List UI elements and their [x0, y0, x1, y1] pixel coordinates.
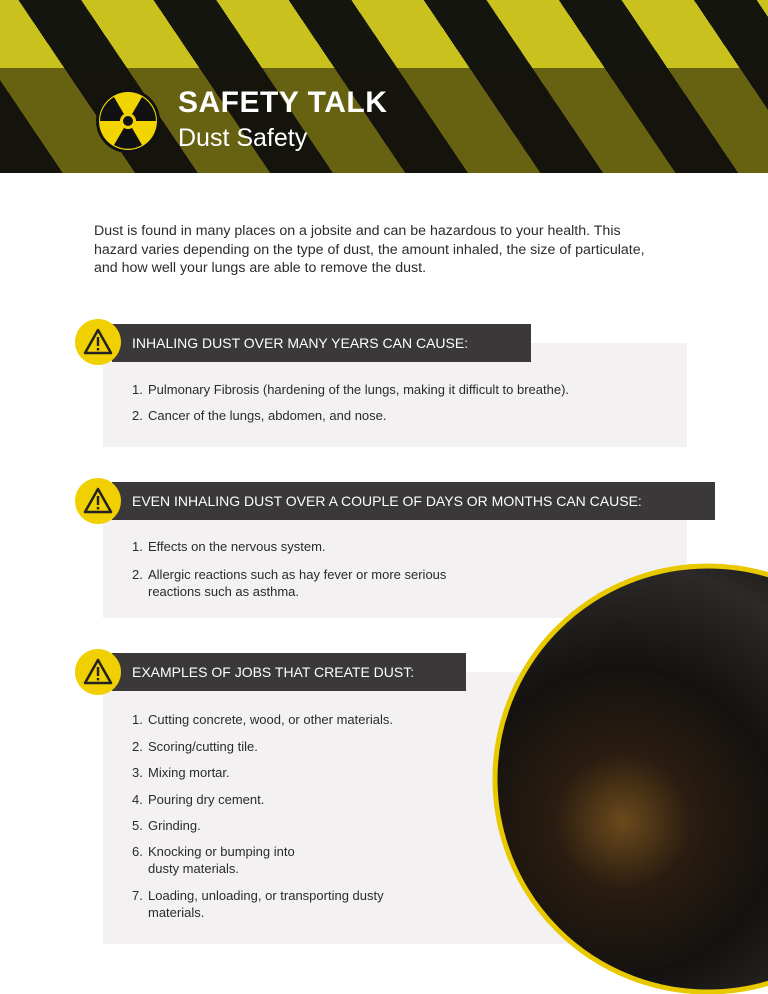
list-item: 2. Cancer of the lungs, abdomen, and nose.	[132, 408, 387, 423]
header-banner	[0, 0, 768, 173]
radiation-icon	[95, 88, 161, 154]
section-heading: INHALING DUST OVER MANY YEARS CAN CAUSE:	[112, 324, 531, 362]
list-item: 6. Knocking or bumping into dusty materials.	[132, 844, 295, 876]
page-subtitle: Dust Safety	[178, 124, 308, 152]
list-item: 2. Scoring/cutting tile.	[132, 739, 258, 754]
section-heading: EXAMPLES OF JOBS THAT CREATE DUST:	[112, 653, 466, 691]
page-title: SAFETY TALK	[178, 86, 388, 119]
section-heading: EVEN INHALING DUST OVER A COUPLE OF DAYS OR MONTHS CAN CAUSE:	[112, 482, 715, 520]
grinder-photo	[490, 561, 768, 994]
list-item: 5. Grinding.	[132, 818, 201, 833]
intro-paragraph: Dust is found in many places on a jobsite and can be hazardous to your health. This hazard varies depending on the type of dust, the amount inhaled, the size of particulate, and how well your lungs are able to remove the dust.	[94, 223, 645, 276]
list-item: 4. Pouring dry cement.	[132, 792, 265, 807]
list-item: 3. Mixing mortar.	[132, 765, 230, 780]
warning-icon	[75, 319, 121, 365]
list-item: 7. Loading, unloading, or transporting dusty materials.	[132, 888, 384, 920]
list-item: 1. Effects on the nervous system.	[132, 539, 326, 554]
warning-icon	[75, 649, 121, 695]
list-item: 1. Cutting concrete, wood, or other materials.	[132, 712, 393, 727]
list-item: 1. Pulmonary Fibrosis (hardening of the lungs, making it difficult to breathe).	[132, 382, 570, 397]
list-item: 2. Allergic reactions such as hay fever or more serious reactions such as asthma.	[132, 567, 447, 599]
warning-icon	[75, 478, 121, 524]
